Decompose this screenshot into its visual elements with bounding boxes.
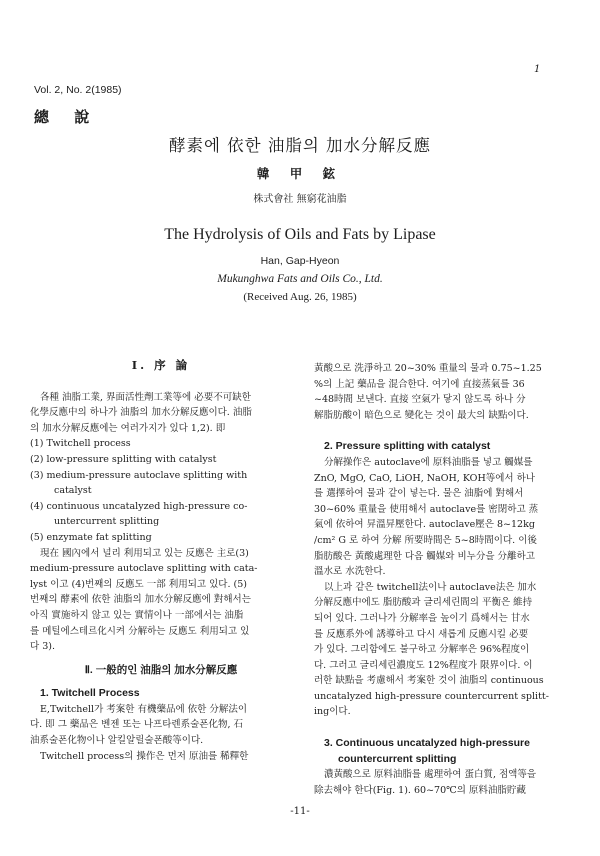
paragraph-line: 黃酸으로 洗淨하고 20~30% 重量의 물과 0.75~1.25 [314,363,542,374]
paragraph-line: 分解操作은 autoclave에 原料油脂를 넣고 觸媒를 [324,456,533,468]
general-heading: Ⅱ. 一般的인 油脂의 加水分解反應 [84,663,238,676]
paragraph-line: lyst 이고 (4)번째의 反應도 一部 利用되고 있다. (5) [30,578,247,590]
paragraph-line: 脂肪酸은 黃酸處理한 다음 觸媒와 비누分을 分離하고 [314,550,535,562]
paragraph-line: Twitchell process의 操作은 먼저 原油를 稀釋한 [40,750,249,762]
list-item: (1) Twitchell process [30,438,131,450]
paragraph-line: ing이다. [314,706,351,718]
top-page-number: 1 [534,64,541,75]
english-author: Han, Gap-Hyeon [260,255,340,267]
paragraph-line: 濃黃酸으로 原料油脂를 處理하여 蛋白質, 점액等을 [324,769,537,781]
paragraph-line: 現在 國內에서 널리 利用되고 있는 反應은 主로(3) [40,547,249,559]
volume-info: Vol. 2, No. 2(1985) [34,84,122,96]
paragraph-line: 러한 缺點을 考慮해서 考案한 것이 油脂의 continuous [314,675,544,687]
paragraph-line: E,Twitchell가 考案한 有機藥品에 依한 分解法이 [40,703,248,715]
paragraph-line: 油系술폰化物이나 알킬알릴술폰酸等이다. [30,735,204,747]
paragraph-line: ~48時間 보낸다. 直接 空氣가 닿지 않도록 하나 分 [314,394,526,406]
paragraph-line: 各種 油脂工業, 界面活性劑工業等에 必要不可缺한 [40,391,251,403]
paragraph-line: 30~60% 重量을 使用해서 autoclave를 密閉하고 蒸 [314,503,539,515]
paragraph-line: 다. 即 그 藥品은 벤젠 또는 나프타렌系술폰化物, 石 [30,719,243,731]
subheading-twitchell: 1. Twitchell Process [40,687,140,700]
english-affiliation: Mukunghwa Fats and Oils Co., Ltd. [217,273,383,285]
paragraph-line: 아직 實施하지 않고 있는 實情이나 一部에서는 油脂 [30,609,244,621]
list-item: catalyst [54,485,92,497]
english-title: The Hydrolysis of Oils and Fats by Lipase [164,226,436,243]
footer-page-number: -11- [290,806,310,817]
left-column [30,358,292,764]
paragraph-line: 以上과 같은 twitchell法이나 autoclave法은 加水 [324,581,537,593]
paragraph-line: /cm² G 로 하여 分解 所要時間은 5~8時間이다. 이後 [314,534,537,546]
paragraph-line: 번째의 酵素에 依한 油脂의 加水分解反應에 對해서는 [30,594,251,606]
section-label: 總 說 [34,108,100,126]
paragraph-line: 除去해야 한다(Fig. 1). 60~70℃의 原料油脂貯藏 [314,784,526,796]
paragraph-line: 되어 있다. 그러나가 分解率을 높이기 爲해서는 甘水 [314,612,530,624]
received-date: (Received Aug. 26, 1985) [243,291,357,303]
korean-affiliation: 株式會社 無窮花油脂 [253,194,347,205]
paragraph-line: %의 上記 藥品을 混合한다. 여기에 直接蒸氣를 36 [314,378,525,390]
paragraph-line: 다. 그러고 글리세린濃度도 12%程度가 限界이다. 이 [314,659,533,671]
paragraph-line: 다 3). [30,641,55,653]
paragraph-line: 를 反應系外에 誘導하고 다시 새롭게 反應시킬 必要 [314,628,529,640]
paragraph-line: 分解反應中에도 脂肪酸과 글리세린間의 平衡은 維持 [314,597,533,609]
paragraph-line: 의 加水分解反應에는 여러가지가 있다 1,2). 即 [30,422,226,434]
intro-heading: Ⅰ. 序 論 [131,358,191,372]
paragraph-line: medium-pressure autoclave splitting with cata- [30,563,258,575]
right-column [314,361,578,798]
list-item: (4) continuous uncatalyzed high-pressure co- [30,500,248,512]
subheading-continuous-splitting-cont: countercurrent splitting [338,752,457,765]
subheading-continuous-splitting: 3. Continuous uncatalyzed high-pressure [324,737,530,750]
paragraph-line: 化學反應中의 하나가 油脂의 加水分解反應이다. 油脂 [30,407,252,419]
paragraph-line: 가 있다. 그리함에도 불구하고 分解率은 96%程度이 [314,644,530,656]
list-item: (2) low-pressure splitting with catalyst [30,453,217,465]
paragraph-line: 를 메틸에스테르化시켜 分解하는 反應도 利用되고 있 [30,625,250,637]
korean-title: 酵素에 依한 油脂의 加水分解反應 [168,136,432,155]
paragraph-line: 를 選擇하여 물과 같이 넣는다. 물은 油脂에 對해서 [314,488,524,500]
list-item: untercurrent splitting [54,516,160,528]
paragraph-line: uncatalyzed high-pressure countercurrent splitt- [314,690,549,702]
paragraph-line: 解脂肪酸이 暗色으로 變化는 것이 最大의 缺點이다. [314,409,529,421]
paragraph-line: 溫水로 水洗한다. [314,566,386,578]
paragraph-line: ZnO, MgO, CaO, LiOH, NaOH, KOH等에서 하나 [314,472,535,484]
korean-author: 韓 甲 鉉 [256,166,344,181]
list-item: (3) medium-pressure autoclave splitting with [30,469,248,481]
list-item: (5) enzymate fat splitting [30,531,152,543]
subheading-pressure-splitting: 2. Pressure splitting with catalyst [324,440,491,453]
paragraph-line: 氣에 依하여 昇溫昇壓한다. autoclave壓은 8~12kg [314,519,535,531]
